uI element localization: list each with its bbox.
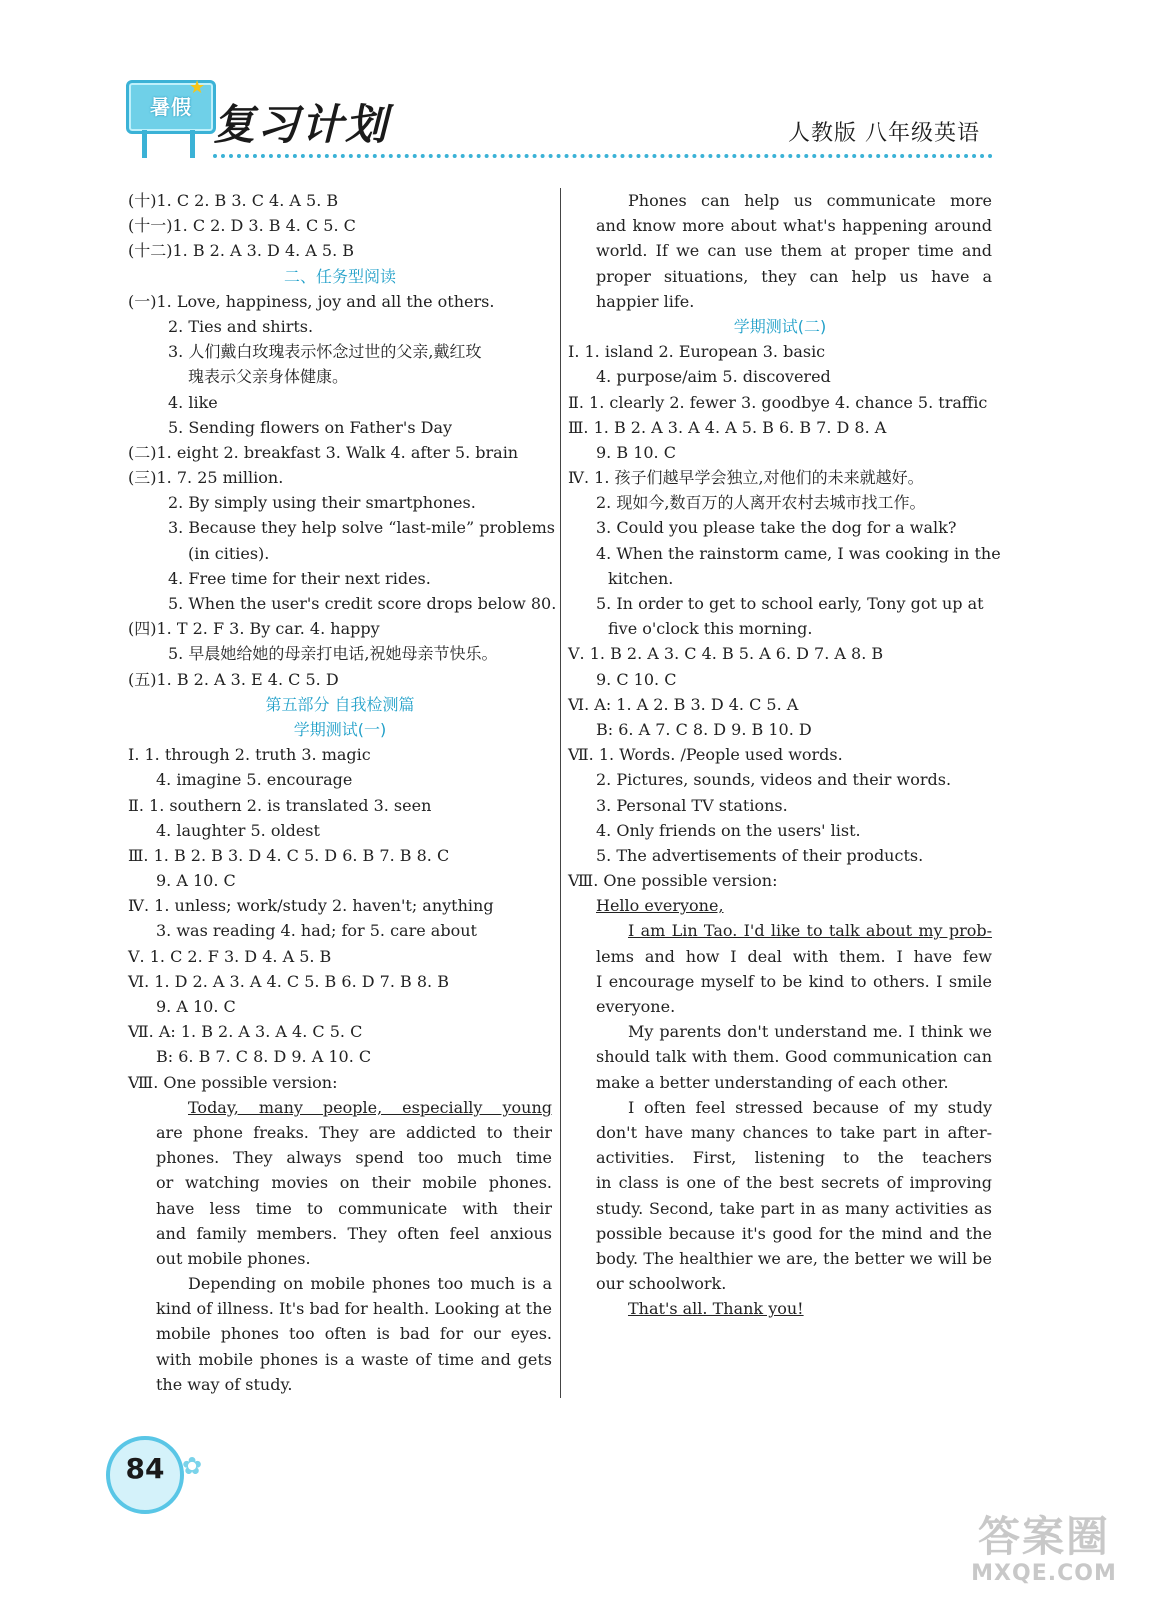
answer-line: 2. By simply using their smartphones. xyxy=(168,493,476,513)
answer-line: 3. Could you please take the dog for a walk? xyxy=(596,518,957,538)
answer-line: 5. In order to get to school early, Tony got up at xyxy=(596,594,984,613)
answer-line: Phones can help us communicate more xyxy=(628,191,992,210)
answer-line: our schoolwork. xyxy=(596,1274,727,1294)
answer-line: and family members. They often feel anxious xyxy=(156,1223,552,1243)
answer-line: 4. Free time for their next rides. xyxy=(168,568,431,588)
answer-line: Hello everyone, xyxy=(596,896,724,916)
answer-line: Ⅵ. A: 1. A 2. B 3. D 4. C 5. A xyxy=(568,694,799,714)
page-number: 84 xyxy=(125,1452,165,1485)
answer-line: 3. 人们戴白玫瑰表示怀念过世的父亲,戴红玫 xyxy=(168,342,482,362)
answer-line: are phone freaks. They are addicted to their xyxy=(156,1122,552,1142)
answer-line: make a better understanding of each other. xyxy=(596,1072,949,1092)
left-column xyxy=(128,188,557,1397)
answer-line: I encourage myself to be kind to others. I smile xyxy=(596,971,992,991)
answer-line: My parents don't understand me. I think we xyxy=(628,1022,992,1042)
answer-line: (in cities). xyxy=(188,543,270,563)
answer-line: don't have many chances to take part in after- xyxy=(596,1122,992,1142)
answer-line: Ⅷ. One possible version: xyxy=(568,871,778,891)
answer-line: Today, many people, especially young xyxy=(188,1097,552,1117)
answer-line: 5. The advertisements of their products. xyxy=(596,845,924,865)
answer-line: 3. Because they help solve “last-mile” problems xyxy=(168,518,556,538)
answer-line: 9. B 10. C xyxy=(596,442,676,462)
answer-line: lems and how I deal with them. I have few xyxy=(596,946,992,966)
answer-line: Ⅷ. One possible version: xyxy=(128,1072,338,1092)
section-heading: 第五部分 自我检测篇 xyxy=(265,694,415,714)
answer-line: 5. 早晨她给她的母亲打电话,祝她母亲节快乐。 xyxy=(168,644,498,664)
answer-line: Ⅵ. 1. D 2. A 3. A 4. C 5. B 6. D 7. B 8. B xyxy=(128,971,449,991)
answer-line: Ⅲ. 1. B 2. B 3. D 4. C 5. D 6. B 7. B 8. C xyxy=(128,845,450,865)
answer-line: B: 6. B 7. C 8. D 9. A 10. C xyxy=(156,1047,372,1067)
answer-line: out mobile phones. xyxy=(156,1248,311,1268)
answer-line: 5. When the user's credit score drops below 80. xyxy=(168,594,557,613)
answer-line: have less time to communicate with their xyxy=(156,1198,552,1218)
answer-line: five o'clock this morning. xyxy=(608,619,813,639)
answer-line: Ⅴ. 1. B 2. A 3. C 4. B 5. A 6. D 7. A 8. B xyxy=(568,644,884,664)
answer-line: Ⅶ. 1. Words. /People used words. xyxy=(568,745,843,765)
answer-line: everyone. xyxy=(596,997,676,1016)
answer-line: (一)1. Love, happiness, joy and all the others. xyxy=(128,291,495,311)
watermark-url: MXQE.COM xyxy=(971,1561,1117,1586)
answer-line: (十)1. C 2. B 3. C 4. A 5. B xyxy=(128,191,339,210)
header-dotted-divider xyxy=(213,154,993,158)
answer-line: 4. like xyxy=(168,392,218,412)
badge-text: 暑假 xyxy=(150,95,192,119)
answer-line: (四)1. T 2. F 3. By car. 4. happy xyxy=(128,619,380,639)
watermark xyxy=(949,1513,1139,1586)
answer-line: 2. Ties and shirts. xyxy=(168,316,314,336)
answer-line: 9. A 10. C xyxy=(156,997,236,1016)
section-heading: 学期测试(一) xyxy=(293,719,387,739)
right-column xyxy=(568,188,1001,1321)
answer-line: (十一)1. C 2. D 3. B 4. C 5. C xyxy=(128,216,356,236)
section-heading: 学期测试(二) xyxy=(733,316,827,336)
answer-line: study. Second, take part in as many activities as xyxy=(596,1198,992,1218)
answer-line: happier life. xyxy=(596,291,695,311)
answer-line: 9. C 10. C xyxy=(596,669,677,689)
answer-line: 3. was reading 4. had; for 5. care about xyxy=(156,921,477,941)
answer-line: (十二)1. B 2. A 3. D 4. A 5. B xyxy=(128,241,355,261)
answer-line: Ⅰ. 1. through 2. truth 3. magic xyxy=(128,745,371,765)
answer-line: (五)1. B 2. A 3. E 4. C 5. D xyxy=(128,669,339,689)
answer-line: Ⅱ. 1. clearly 2. fewer 3. goodbye 4. chance 5. traffic xyxy=(568,392,988,412)
answer-line: I am Lin Tao. I'd like to talk about my prob- xyxy=(628,921,992,941)
answer-line: 4. When the rainstorm came, I was cooking in the xyxy=(596,543,1001,563)
answer-line: 2. 现如今,数百万的人离开农村去城市找工作。 xyxy=(596,493,926,513)
book-title: 复习计划 xyxy=(213,100,390,149)
answer-line: 4. laughter 5. oldest xyxy=(156,820,320,840)
answer-line: phones. They always spend too much time xyxy=(156,1148,552,1168)
answer-line: Depending on mobile phones too much is a xyxy=(188,1274,552,1294)
answer-line: with mobile phones is a waste of time and gets xyxy=(156,1349,552,1369)
answer-line: body. The healthier we are, the better we will be xyxy=(596,1248,992,1268)
answer-line: Ⅴ. 1. C 2. F 3. D 4. A 5. B xyxy=(128,946,332,966)
answer-line: B: 6. A 7. C 8. D 9. B 10. D xyxy=(596,719,812,739)
column-divider xyxy=(560,188,561,1398)
answer-line: and know more about what's happening around xyxy=(596,216,992,236)
answer-line: (三)1. 7. 25 million. xyxy=(128,468,284,488)
answer-line: Ⅳ. 1. unless; work/study 2. haven't; anything xyxy=(128,896,494,916)
answer-line: kind of illness. It's bad for health. Looking at the xyxy=(156,1299,552,1319)
board-leg xyxy=(142,130,147,158)
answer-line: Ⅶ. A: 1. B 2. A 3. A 4. C 5. C xyxy=(128,1022,363,1042)
edition-label: 人教版 八年级英语 xyxy=(788,121,980,146)
answer-line: That's all. Thank you! xyxy=(628,1299,804,1319)
answer-line: 3. Personal TV stations. xyxy=(596,795,788,815)
answer-line: I often feel stressed because of my study xyxy=(628,1097,992,1117)
answer-line: possible because it's good for the mind and the xyxy=(596,1223,992,1243)
answer-line: (二)1. eight 2. breakfast 3. Walk 4. after 5. brain xyxy=(128,442,519,462)
answer-line: or watching movies on their mobile phones. xyxy=(156,1173,552,1193)
section-heading: 二、任务型阅读 xyxy=(283,266,396,286)
answer-line: mobile phones too often is bad for our eyes. xyxy=(156,1324,552,1344)
answer-line: 4. Only friends on the users' list. xyxy=(596,820,861,840)
answer-line: in class is one of the best secrets of improving xyxy=(596,1173,992,1193)
answer-line: 瑰表示父亲身体健康。 xyxy=(188,367,349,387)
answer-line: should talk with them. Good communication can xyxy=(596,1047,992,1067)
flower-icon: ✿ xyxy=(182,1452,203,1480)
answer-line: Ⅱ. 1. southern 2. is translated 3. seen xyxy=(128,795,432,815)
answer-line: Ⅰ. 1. island 2. European 3. basic xyxy=(568,342,826,362)
answer-line: kitchen. xyxy=(608,568,674,588)
page-header xyxy=(118,70,1018,170)
board-leg xyxy=(190,130,195,158)
answer-line: 4. imagine 5. encourage xyxy=(156,770,353,790)
answer-line: proper situations, they can help us have a xyxy=(596,266,992,286)
answer-line: 5. Sending flowers on Father's Day xyxy=(168,417,453,437)
answer-line: 4. purpose/aim 5. discovered xyxy=(596,367,831,387)
answer-line: Ⅲ. 1. B 2. A 3. A 4. A 5. B 6. B 7. D 8. A xyxy=(568,417,887,437)
answer-line: Ⅳ. 1. 孩子们越早学会独立,对他们的未来就越好。 xyxy=(568,468,924,488)
star-icon: ★ xyxy=(189,77,206,98)
answer-line: 2. Pictures, sounds, videos and their words. xyxy=(596,770,952,790)
answer-line: the way of study. xyxy=(156,1374,293,1394)
chalkboard-logo xyxy=(126,77,216,134)
answer-line: world. If we can use them at proper time and xyxy=(596,241,992,261)
answer-line: 9. A 10. C xyxy=(156,871,236,891)
answer-line: activities. First, listening to the teachers xyxy=(596,1148,992,1168)
watermark-logo-text: 答案圈 xyxy=(977,1512,1110,1561)
